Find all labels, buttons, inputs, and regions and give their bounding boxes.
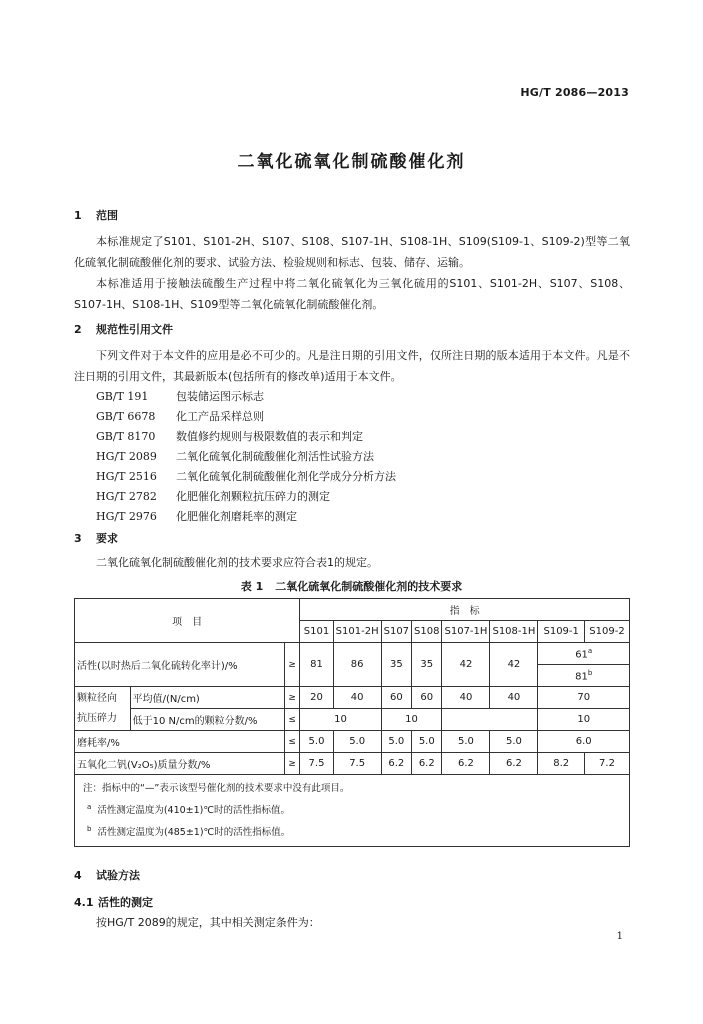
- reference-code: HG/T 2516: [96, 470, 157, 483]
- table-cell: 6.2: [442, 753, 490, 775]
- section-title: 要求: [96, 532, 118, 545]
- table-cell: 6.2: [412, 753, 442, 775]
- page-number: 1: [616, 931, 623, 942]
- reference-item: [96, 427, 363, 447]
- table-cell: 7.2: [584, 753, 629, 775]
- model-header: S101-2H: [333, 621, 381, 643]
- section-1-paragraph-1: 本标准规定了S101、S101-2H、S107、S108、S107-1H、S108-1H、S109(S109-1、S109-2)型等二氧化硫氧化制硫酸催化剂的要求、试验方法、检验规则和标志、包装、储存、运输。: [74, 235, 630, 269]
- table-cell: 5.0: [442, 731, 490, 753]
- activity-label: 活性(以时热后二氧化硫转化率计)/%: [75, 643, 285, 687]
- reference-title: 化工产品采样总则: [176, 410, 264, 423]
- table-cell: 5.0: [300, 731, 333, 753]
- table-cell: 35: [381, 643, 411, 687]
- table-cell: 6.0: [538, 731, 630, 753]
- footnote-mark: a: [87, 803, 92, 811]
- standard-number: HG/T 2086—2013: [520, 86, 629, 99]
- v2o5-row: [75, 753, 630, 775]
- reference-title: 数值修约规则与极限数值的表示和判定: [176, 430, 363, 443]
- comparison-sign: ≤: [284, 709, 299, 731]
- section-1-paragraph-2: 本标准适用于接触法硫酸生产过程中将二氧化硫氧化为三氧化硫用的S101、S101-2H、S107、S108、S107-1H、S108-1H、S109型等二氧化硫氧化制硫酸催化剂。: [74, 277, 630, 311]
- reference-item: [96, 467, 396, 487]
- table-cell: 40: [442, 687, 490, 709]
- section-4-heading: [74, 867, 140, 883]
- section-number: 2: [74, 323, 82, 336]
- table-cell: 6.2: [490, 753, 538, 775]
- footnote-text: 活性测定温度为(410±1)℃时的活性指标值。: [97, 805, 291, 817]
- section-title: 试验方法: [96, 869, 140, 882]
- reference-code: HG/T 2089: [96, 450, 157, 463]
- section-2-heading: [74, 321, 173, 337]
- table-cell: 86: [333, 643, 381, 687]
- crush-low-row: [75, 709, 630, 731]
- reference-code: GB/T 191: [96, 390, 149, 403]
- table-cell: 5.0: [412, 731, 442, 753]
- table-cell: [442, 709, 538, 731]
- document-title: 二氧化硫氧化制硫酸催化剂: [237, 152, 466, 172]
- table-cell: 5.0: [333, 731, 381, 753]
- reference-code: HG/T 2976: [96, 510, 157, 523]
- table-cell: 20: [300, 687, 333, 709]
- table-caption: [0, 578, 703, 594]
- model-header: S107: [381, 621, 411, 643]
- table-cell: 10: [538, 709, 630, 731]
- comparison-sign: ≥: [284, 753, 299, 775]
- comparison-sign: ≥: [284, 643, 299, 687]
- section-3-paragraph-1: 二氧化硫氧化制硫酸催化剂的技术要求应符合表1的规定。: [96, 556, 378, 569]
- table-cell: 7.5: [333, 753, 381, 775]
- section-4-paragraph-1: 按HG/T 2089的规定，其中相关测定条件为：: [96, 916, 320, 929]
- model-header: S108: [412, 621, 442, 643]
- table-notes: [75, 775, 630, 847]
- reference-title: 二氧化硫氧化制硫酸催化剂活性试验方法: [176, 450, 374, 463]
- section-3-heading: [74, 530, 118, 546]
- table-cell: 10: [381, 709, 442, 731]
- section-2-paragraph-1: 下列文件对于本文件的应用是必不可少的。凡是注日期的引用文件，仅所注日期的版本适用于本文件。凡是不注日期的引用文件，其最新版本(包括所有的修改单)适用于本文件。: [74, 349, 630, 383]
- requirements-table: [74, 598, 630, 847]
- footnote-mark: b: [587, 668, 593, 677]
- reference-item: [96, 387, 264, 407]
- v2o5-label: 五氧化二钒(V₂O₅)质量分数/%: [75, 753, 285, 775]
- table-cell: [538, 643, 630, 665]
- table-cell: 5.0: [490, 731, 538, 753]
- model-header: S101: [300, 621, 333, 643]
- footnote-mark: a: [587, 646, 593, 655]
- reference-code: GB/T 8170: [96, 430, 156, 443]
- section-title: 范围: [96, 209, 118, 222]
- cell-value: 81: [575, 671, 588, 683]
- table-notes-row: [75, 775, 630, 847]
- reference-title: 化肥催化剂颗粒抗压碎力的测定: [176, 490, 330, 503]
- table-cell: 60: [412, 687, 442, 709]
- subsection-number: 4.1: [74, 896, 94, 909]
- crush-low-label: 低于10 N/cm的颗粒分数/%: [130, 709, 284, 731]
- table-cell: 42: [490, 643, 538, 687]
- table-cell: 5.0: [381, 731, 411, 753]
- table-header-row: [75, 599, 630, 621]
- reference-item: [96, 507, 297, 527]
- reference-code: HG/T 2782: [96, 490, 157, 503]
- table-cell: 8.2: [538, 753, 585, 775]
- table-cell: 60: [381, 687, 411, 709]
- footnote-text: 活性测定温度为(485±1)℃时的活性指标值。: [97, 827, 291, 839]
- table-cell: 10: [300, 709, 381, 731]
- table-label: 表 1: [240, 580, 264, 593]
- reference-item: [96, 407, 264, 427]
- table-cell: 81: [300, 643, 333, 687]
- reference-code: GB/T 6678: [96, 410, 156, 423]
- crush-avg-row: [75, 687, 630, 709]
- reference-title: 包装储运图示标志: [176, 390, 264, 403]
- reference-title: 二氧化硫氧化制硫酸催化剂化学成分分析方法: [176, 470, 396, 483]
- table-cell: 40: [490, 687, 538, 709]
- section-1-heading: [74, 207, 118, 223]
- reference-item: [96, 447, 374, 467]
- wear-label: 磨耗率/%: [75, 731, 285, 753]
- table-note: 注：指标中的“—”表示该型号催化剂的技术要求中没有此项目。: [83, 783, 350, 794]
- crush-group-label: [75, 687, 131, 731]
- crush-avg-label: 平均值/(N/cm): [130, 687, 284, 709]
- activity-row-top: [75, 643, 630, 665]
- section-number: 4: [74, 869, 82, 882]
- index-header: 指 标: [300, 599, 630, 621]
- section-number: 1: [74, 209, 82, 222]
- table-cell: 40: [333, 687, 381, 709]
- model-header: S107-1H: [442, 621, 490, 643]
- model-header: S109-2: [584, 621, 629, 643]
- comparison-sign: ≥: [284, 687, 299, 709]
- subsection-4-1-heading: [74, 894, 153, 910]
- table-cell: 42: [442, 643, 490, 687]
- crush-group-line: 抗压碎力: [77, 712, 117, 724]
- table-caption-text: 二氧化硫氧化制硫酸催化剂的技术要求: [275, 580, 463, 593]
- table-cell: 6.2: [381, 753, 411, 775]
- reference-title: 化肥催化剂磨耗率的测定: [176, 510, 297, 523]
- model-header: S108-1H: [490, 621, 538, 643]
- table-cell: 70: [538, 687, 630, 709]
- crush-group-line: 颗粒径向: [77, 692, 117, 704]
- table-footnote-a: [83, 798, 621, 820]
- reference-item: [96, 487, 330, 507]
- cell-value: 61: [575, 649, 588, 661]
- table-footnote-b: [83, 820, 621, 842]
- section-title: 规范性引用文件: [96, 323, 173, 336]
- comparison-sign: ≤: [284, 731, 299, 753]
- model-header: S109-1: [538, 621, 585, 643]
- footnote-mark: b: [87, 825, 92, 834]
- item-header: 项 目: [75, 599, 300, 643]
- table-cell: 35: [412, 643, 442, 687]
- section-number: 3: [74, 532, 82, 545]
- table-cell: 7.5: [300, 753, 333, 775]
- subsection-title: 活性的测定: [98, 896, 153, 909]
- wear-row: [75, 731, 630, 753]
- table-cell: [538, 665, 630, 687]
